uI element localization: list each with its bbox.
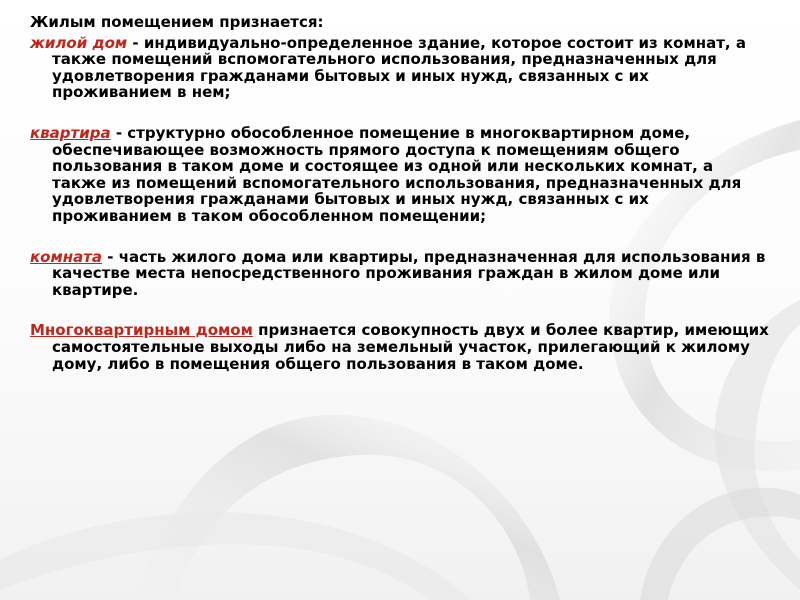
definition-text: - структурно обособленное помещение в многоквартирном доме, обеспечивающее возможность прямого доступа к помещениям общего пользования в таком доме и состоящее из одной или нескольких комнат, а также из помещений вспомогательного использования, предназначенных для удовлетворения гражданами бытовых и иных нужд, связанных с их проживанием в таком обособленном помещении; <box>52 123 742 225</box>
slide-heading: Жилым помещением признается: <box>30 13 324 31</box>
definition-paragraph <box>30 249 770 299</box>
swirl-shape <box>135 415 560 600</box>
definition-term: Многоквартирным домом <box>30 321 253 340</box>
definition-term: квартира <box>30 123 111 142</box>
definition-term: жилой дом <box>30 33 128 52</box>
definition-paragraph <box>30 125 770 225</box>
definition-text: - индивидуально-определенное здание, которое состоит из комнат, а также помещений вспомогательного использования, предназначенных для удовлетворения гражданами бытовых и иных нужд, связанных с их проживанием в нем; <box>52 33 746 102</box>
definition-paragraph <box>30 35 770 101</box>
definition-paragraph <box>30 322 770 372</box>
slide-content <box>30 14 770 372</box>
swirl-shape <box>0 512 470 600</box>
definition-text: признается совокупность двух и более квартир, имеющих самостоятельные выходы либо на земельный участок, прилегающий к жилому дому, либо в помещения общего пользования в таком доме. <box>52 321 769 373</box>
definition-text: - часть жилого дома или квартиры, предназначенная для использования в качестве места непосредственного проживания граждан в жилом доме или квартире. <box>52 247 766 299</box>
definition-term: комната <box>30 247 103 266</box>
